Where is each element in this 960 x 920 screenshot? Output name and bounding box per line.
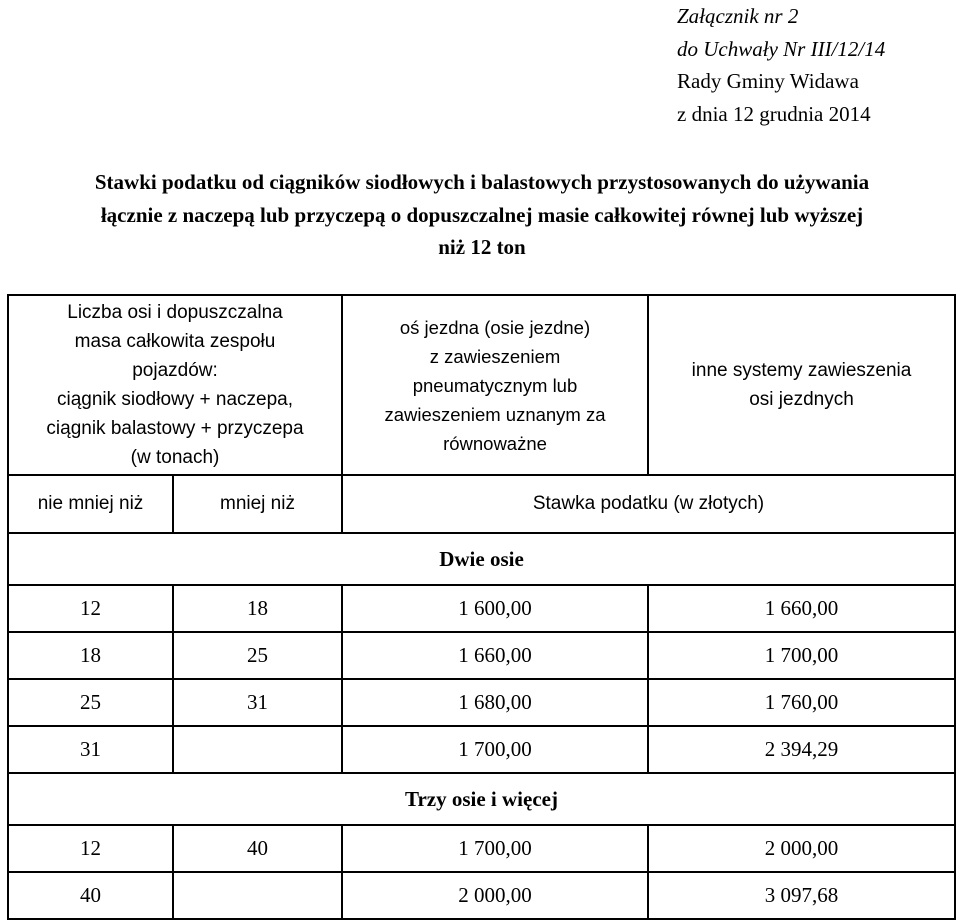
section-row — [8, 533, 955, 585]
header-line: osi jezdnych — [749, 389, 854, 410]
header-line: ciągnik siodłowy + naczepa, — [56, 389, 294, 410]
max-cell: 40 — [173, 825, 342, 872]
annex-header — [677, 0, 957, 130]
min-label: nie mniej niż — [8, 475, 173, 533]
header-line: równoważne — [443, 432, 547, 454]
pneumatic-suspension-header — [342, 295, 648, 475]
other-rate-cell: 2 394,29 — [648, 726, 955, 773]
resolution-date: z dnia 12 grudnia 2014 — [677, 101, 871, 126]
title-line-2: łącznie z naczepą lub przyczepą o dopuszczalnej masie całkowitej równej lub wyższej — [100, 202, 864, 227]
other-suspension-header — [648, 295, 955, 475]
max-cell: 18 — [173, 585, 342, 632]
resolution-number: do Uchwały Nr III/12/14 — [677, 36, 886, 61]
other-rate-cell: 1 700,00 — [648, 632, 955, 679]
table-header-row — [8, 295, 955, 475]
header-line: masa całkowita zespołu — [74, 331, 276, 352]
document-title — [0, 166, 960, 264]
header-line: zawieszeniem uznanym za — [384, 403, 606, 425]
axles-mass-header — [8, 295, 342, 475]
pneumatic-rate-cell: 1 660,00 — [342, 632, 648, 679]
pneumatic-rate-cell: 1 700,00 — [342, 825, 648, 872]
max-cell — [173, 872, 342, 919]
section-row — [8, 773, 955, 825]
other-rate-cell: 3 097,68 — [648, 872, 955, 919]
table-row — [8, 726, 955, 773]
max-cell: 25 — [173, 632, 342, 679]
council-name: Rady Gminy Widawa — [677, 69, 859, 93]
table-row — [8, 679, 955, 726]
rate-label: Stawka podatku (w złotych) — [342, 475, 955, 533]
pneumatic-rate-cell: 1 700,00 — [342, 726, 648, 773]
annex-number: Załącznik nr 2 — [677, 4, 799, 28]
max-label: mniej niż — [173, 475, 342, 533]
header-line: pojazdów: — [132, 360, 218, 381]
header-line: pneumatycznym lub — [412, 374, 578, 396]
table-row — [8, 632, 955, 679]
pneumatic-rate-cell: 2 000,00 — [342, 872, 648, 919]
min-cell: 12 — [8, 585, 173, 632]
other-rate-cell: 1 660,00 — [648, 585, 955, 632]
section-label: Dwie osie — [8, 533, 955, 585]
header-line: z zawieszeniem — [429, 345, 561, 367]
title-line-1: Stawki podatku od ciągników siodłowych i balastowych przystosowanych do używania — [94, 170, 870, 194]
tax-rate-table — [7, 294, 956, 920]
header-line: ciągnik balastowy + przyczepa — [46, 418, 304, 439]
pneumatic-rate-cell: 1 600,00 — [342, 585, 648, 632]
title-line-3: niż 12 ton — [438, 235, 526, 259]
max-cell — [173, 726, 342, 773]
table-subheader-row — [8, 475, 955, 533]
min-cell: 12 — [8, 825, 173, 872]
max-cell: 31 — [173, 679, 342, 726]
other-rate-cell: 1 760,00 — [648, 679, 955, 726]
other-rate-cell: 2 000,00 — [648, 825, 955, 872]
table-row — [8, 585, 955, 632]
pneumatic-rate-cell: 1 680,00 — [342, 679, 648, 726]
header-line: (w tonach) — [130, 447, 220, 468]
min-cell: 18 — [8, 632, 173, 679]
header-line: inne systemy zawieszenia — [691, 360, 912, 381]
min-cell: 31 — [8, 726, 173, 773]
section-label: Trzy osie i więcej — [8, 773, 955, 825]
table-row — [8, 825, 955, 872]
header-line: oś jezdna (osie jezdne) — [399, 316, 591, 338]
min-cell: 40 — [8, 872, 173, 919]
table-row — [8, 872, 955, 919]
header-line: Liczba osi i dopuszczalna — [67, 302, 283, 323]
min-cell: 25 — [8, 679, 173, 726]
